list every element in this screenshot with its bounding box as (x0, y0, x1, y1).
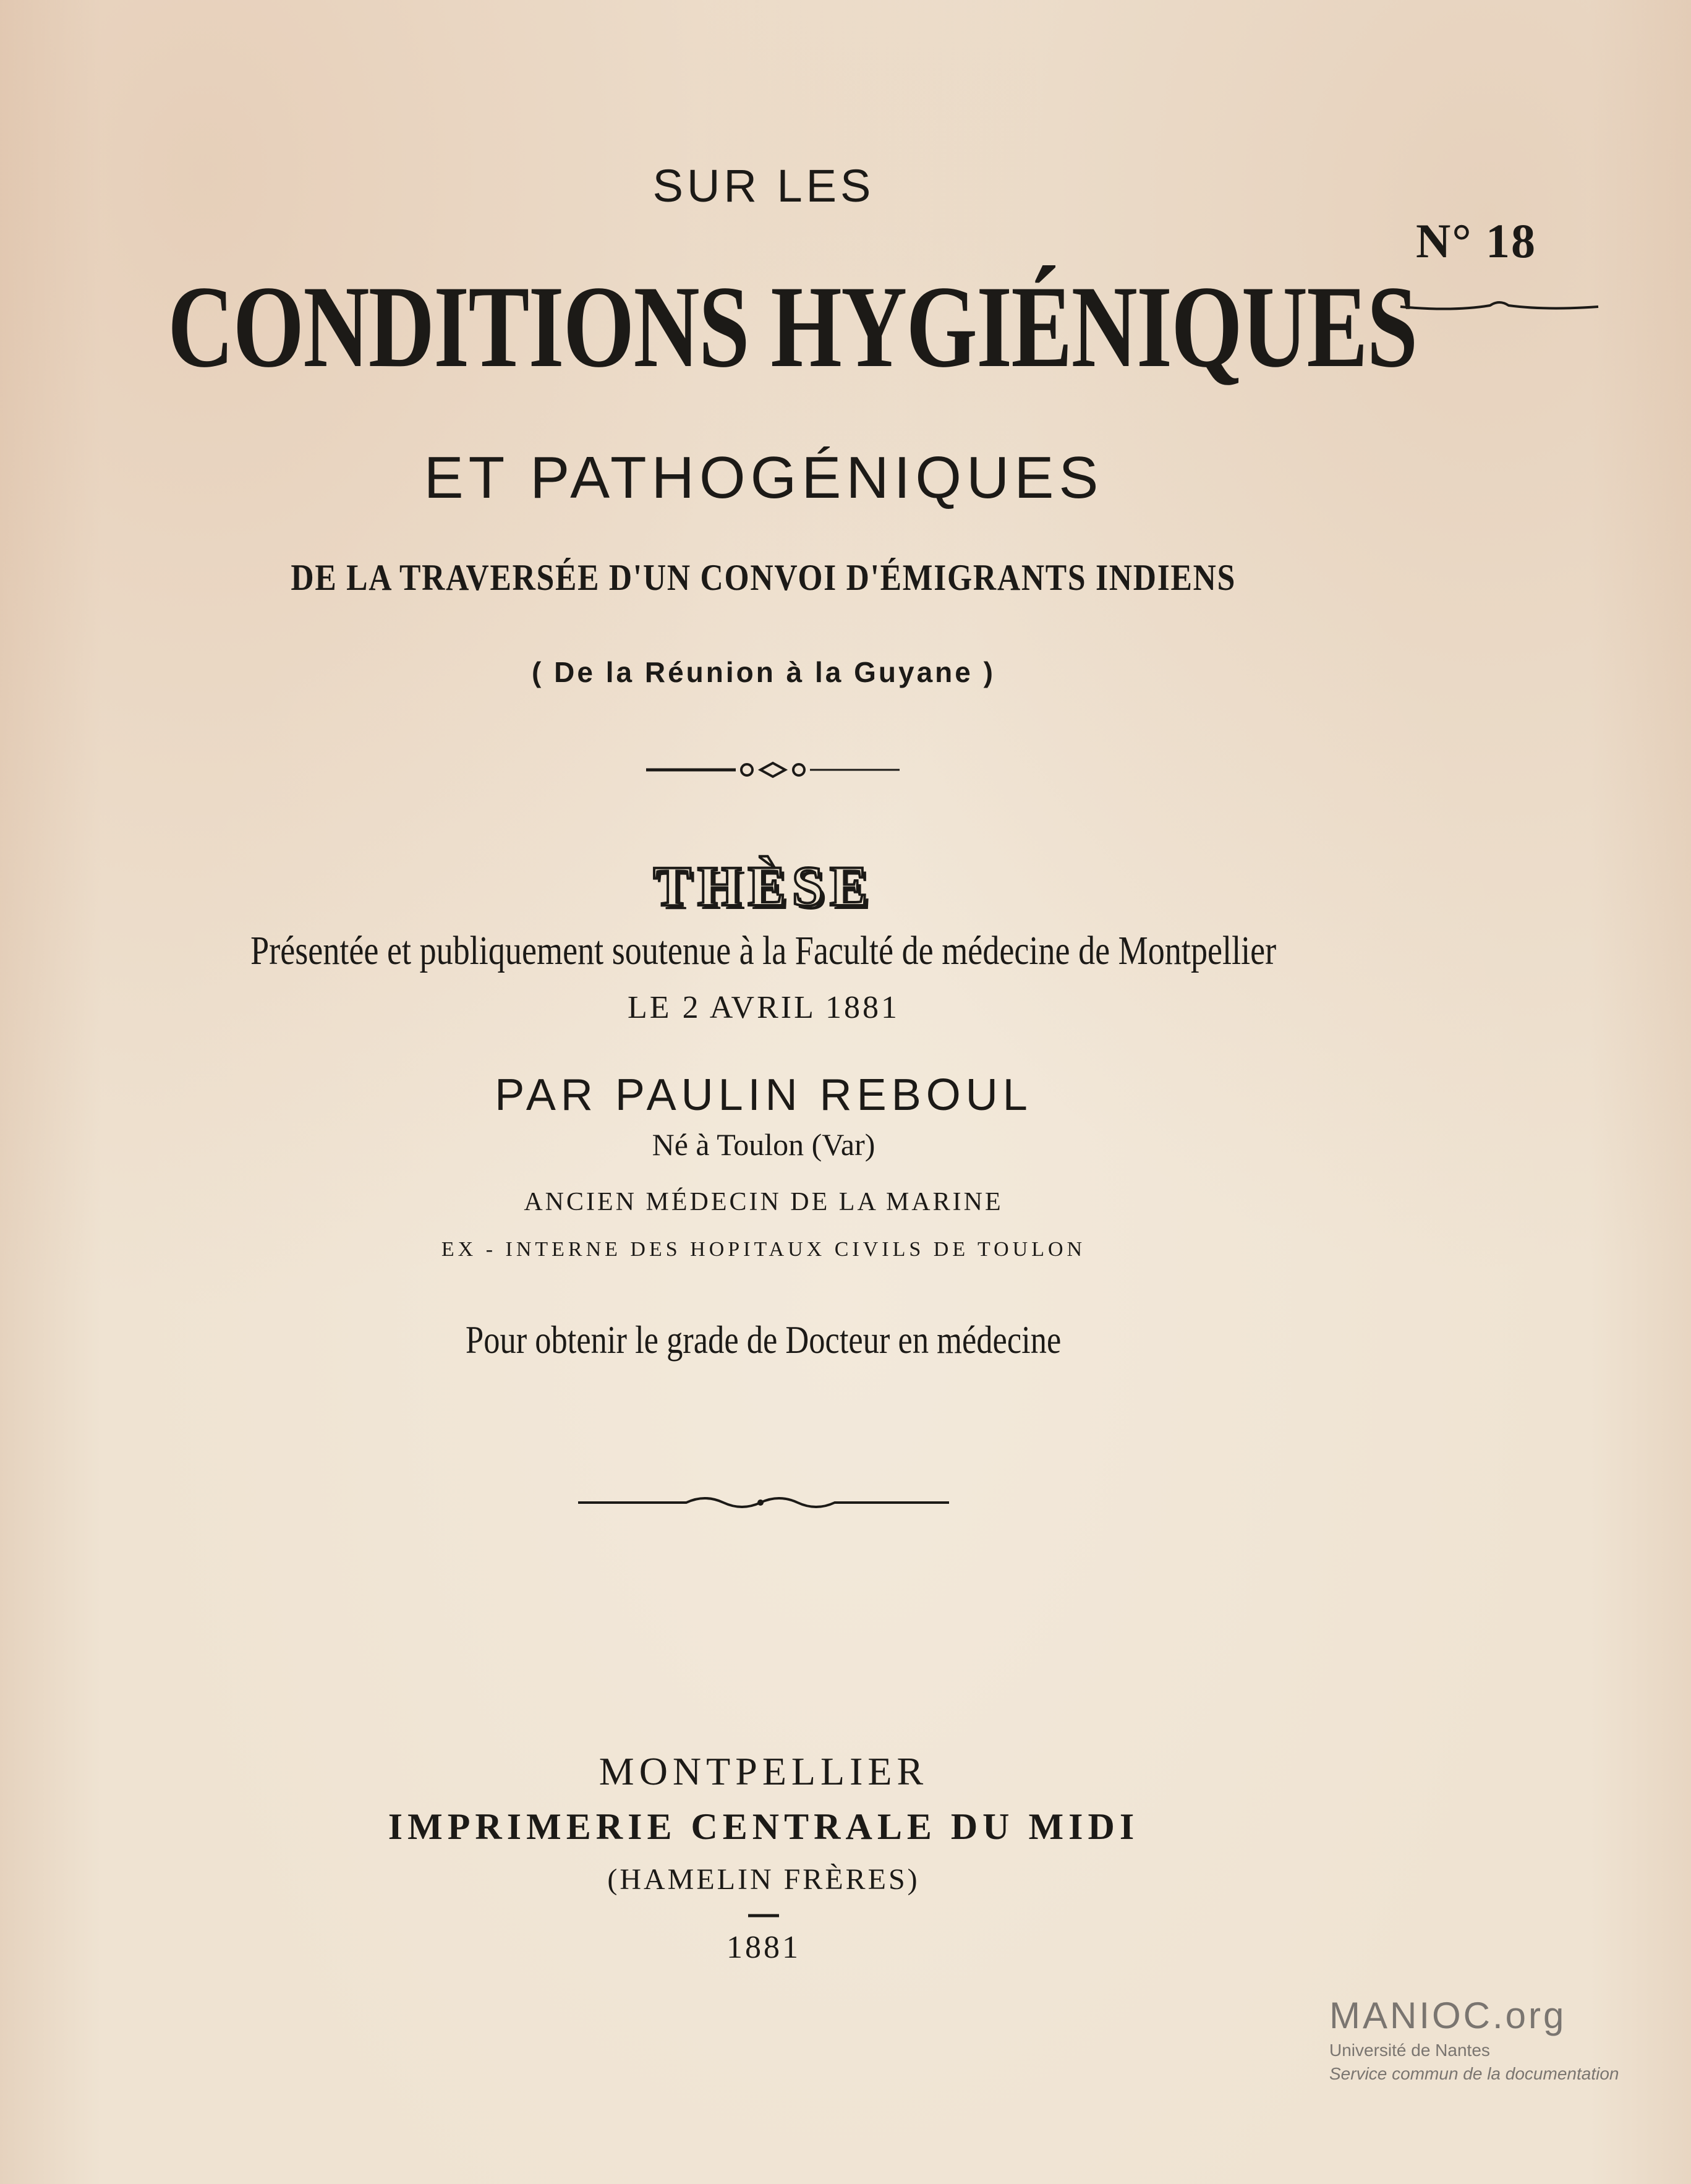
thesis-presented: Présentée et publiquement soutenue à la Faculté de médecine de Montpellier (250, 928, 1277, 973)
author-role-1: ANCIEN MÉDECIN DE LA MARINE (524, 1188, 1003, 1216)
publisher-printer: IMPRIMERIE CENTRALE DU MIDI (388, 1806, 1139, 1847)
author-birthplace: Né à Toulon (Var) (652, 1127, 875, 1162)
thesis-date: LE 2 AVRIL 1881 (628, 990, 900, 1025)
volume-number: N° 18 (1416, 214, 1537, 268)
publisher-city: MONTPELLIER (598, 1749, 929, 1793)
author-role-2: EX - INTERNE DES HOPITAUX CIVILS DE TOULON (441, 1238, 1086, 1261)
title-detail: DE LA TRAVERSÉE D'UN CONVOI D'ÉMIGRANTS INDIENS (291, 557, 1237, 598)
title-sub: ET PATHOGÉNIQUES (424, 445, 1104, 511)
title-main: CONDITIONS HYGIÉNIQUES (168, 262, 1417, 392)
title-route: ( De la Réunion à la Guyane ) (532, 656, 995, 688)
title-sur-les: SUR LES (652, 160, 875, 211)
publication-year: 1881 (726, 1930, 801, 1965)
divider-ornament-bottom (575, 1490, 952, 1515)
watermark-service: Service commun de la documentation (1329, 2064, 1619, 2083)
author-name: PAR PAULIN REBOUL (495, 1070, 1033, 1120)
manioc-logo: MANIOC.org (1329, 1995, 1567, 2036)
watermark-university: Université de Nantes (1329, 2041, 1490, 2060)
divider-ornament-top (643, 757, 903, 782)
publisher-detail: (HAMELIN FRÈRES) (607, 1863, 920, 1896)
thesis-label: THÈSE (653, 855, 874, 918)
number-underline-ornament (1397, 296, 1601, 314)
degree-line: Pour obtenir le grade de Docteur en médecine (466, 1318, 1062, 1362)
manioc-watermark (1329, 1994, 1619, 2084)
year-dash (748, 1913, 779, 1919)
